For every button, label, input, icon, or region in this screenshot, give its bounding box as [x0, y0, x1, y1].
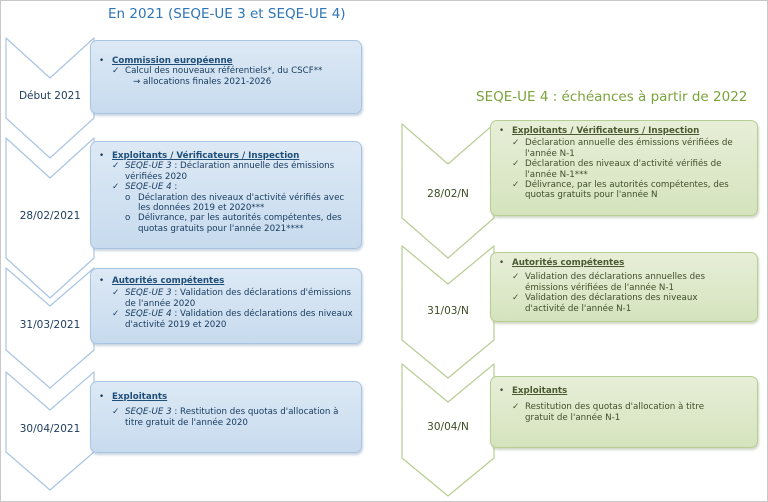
- date-31-03-2021: 31/03/2021: [19, 319, 81, 331]
- step-box-28-02-2021: [90, 141, 362, 249]
- step-box-28-02-n: [490, 120, 758, 216]
- check-icon: ✓: [112, 182, 120, 193]
- step-text: d'activité 2019 et 2020: [125, 319, 227, 330]
- check-icon: ✓: [112, 161, 120, 172]
- check-icon: ✓: [112, 66, 120, 77]
- step-heading: Autorités compétentes: [112, 276, 225, 286]
- step-text: : Validation des déclarations des niveaux: [171, 309, 353, 320]
- step-box-31-03-n: [490, 252, 758, 322]
- right-section-title: SEQE-UE 4 : échéances à partir de 2022: [476, 89, 748, 105]
- regime-label: SEQE-UE 4: [125, 182, 172, 193]
- step-text: : Validation des déclarations d'émissions: [171, 288, 352, 299]
- step-heading: Exploitants / Vérificateurs / Inspection: [112, 151, 300, 161]
- step-box-31-03-2021: [90, 268, 362, 344]
- step-text: Déclaration des niveaux d'activité vérifiés avec: [138, 192, 345, 203]
- step-heading: Exploitants: [512, 386, 568, 396]
- step-text: Déclaration des niveaux d'activité vérifiés de: [525, 159, 722, 170]
- step-text: de l'année 2020: [125, 298, 196, 309]
- check-icon: ✓: [512, 138, 520, 149]
- left-section-title: En 2021 (SEQE-UE 3 et SEQE-UE 4): [108, 6, 346, 22]
- regime-label: SEQE-UE 3: [125, 161, 172, 172]
- step-text: émissions vérifiées de l'année N-1: [525, 282, 675, 293]
- step-text: Validation des déclarations annuelles des: [525, 272, 706, 283]
- bullet-dot: •: [99, 56, 105, 66]
- date-28-02-n: 28/02/N: [427, 188, 469, 200]
- date-31-03-n: 31/03/N: [427, 305, 469, 317]
- step-text: Calcul des nouveaux référentiels*, du CSCF**: [125, 66, 323, 77]
- step-text: quotas gratuits pour l'année N: [525, 190, 658, 201]
- step-text: Délivrance, par les autorités compétentes, des: [525, 180, 729, 191]
- date-30-04-2021: 30/04/2021: [19, 423, 81, 435]
- step-text: Validation des déclarations des niveaux: [525, 293, 698, 304]
- bullet-dot: •: [99, 151, 105, 161]
- step-text: quotas gratuits pour l'année 2021****: [138, 223, 304, 234]
- step-text: d'activité de l'année N-1: [525, 303, 632, 314]
- step-text: l'année N-1: [525, 148, 575, 159]
- step-box-debut-2021: [90, 40, 362, 114]
- check-icon: ✓: [512, 272, 520, 283]
- regime-label: SEQE-UE 3: [125, 288, 172, 299]
- check-icon: ✓: [512, 159, 520, 170]
- bullet-dot: •: [99, 392, 105, 402]
- date-30-04-n: 30/04/N: [427, 421, 469, 433]
- bullet-dot: •: [499, 258, 505, 268]
- step-box-30-04-n: [490, 376, 758, 448]
- step-heading: Autorités compétentes: [512, 258, 625, 268]
- date-28-02-2021: 28/02/2021: [19, 210, 81, 222]
- step-heading: Commission européenne: [112, 56, 233, 66]
- step-text: : Déclaration annuelle des émissions: [171, 161, 335, 172]
- step-text: vérifiées 2020: [125, 171, 188, 182]
- step-text: :: [171, 182, 178, 193]
- bullet-dot: •: [499, 126, 505, 136]
- check-icon: ✓: [512, 293, 520, 304]
- step-box-30-04-2021: [90, 381, 362, 453]
- step-heading: Exploitants / Vérificateurs / Inspection: [512, 126, 700, 136]
- check-icon: ✓: [112, 407, 120, 418]
- step-text: : Restitution des quotas d'allocation à: [171, 407, 339, 418]
- check-icon: ✓: [112, 309, 120, 320]
- step-text: Délivrance, par les autorités compétentes, des: [138, 213, 342, 224]
- circle-bullet: o: [125, 213, 131, 224]
- regime-label: SEQE-UE 3: [125, 407, 172, 418]
- step-text: les données 2019 et 2020***: [138, 203, 265, 214]
- check-icon: ✓: [512, 180, 520, 191]
- step-heading: Exploitants: [112, 392, 168, 402]
- bullet-dot: •: [99, 276, 105, 286]
- step-text: gratuit de l'année N-1: [525, 412, 621, 423]
- step-text: l'année N-1***: [525, 169, 588, 180]
- regime-label: SEQE-UE 4: [125, 309, 172, 320]
- step-text: Déclaration annuelle des émissions vérifiées de: [525, 138, 733, 149]
- bullet-dot: •: [499, 386, 505, 396]
- check-icon: ✓: [112, 288, 120, 299]
- check-icon: ✓: [512, 402, 520, 413]
- step-text: → allocations finales 2021-2026: [133, 76, 272, 87]
- date-debut-2021: Début 2021: [18, 90, 82, 102]
- circle-bullet: o: [125, 192, 131, 203]
- step-text: titre gratuit de l'année 2020: [125, 417, 248, 428]
- step-text: Restitution des quotas d'allocation à titre: [525, 402, 705, 413]
